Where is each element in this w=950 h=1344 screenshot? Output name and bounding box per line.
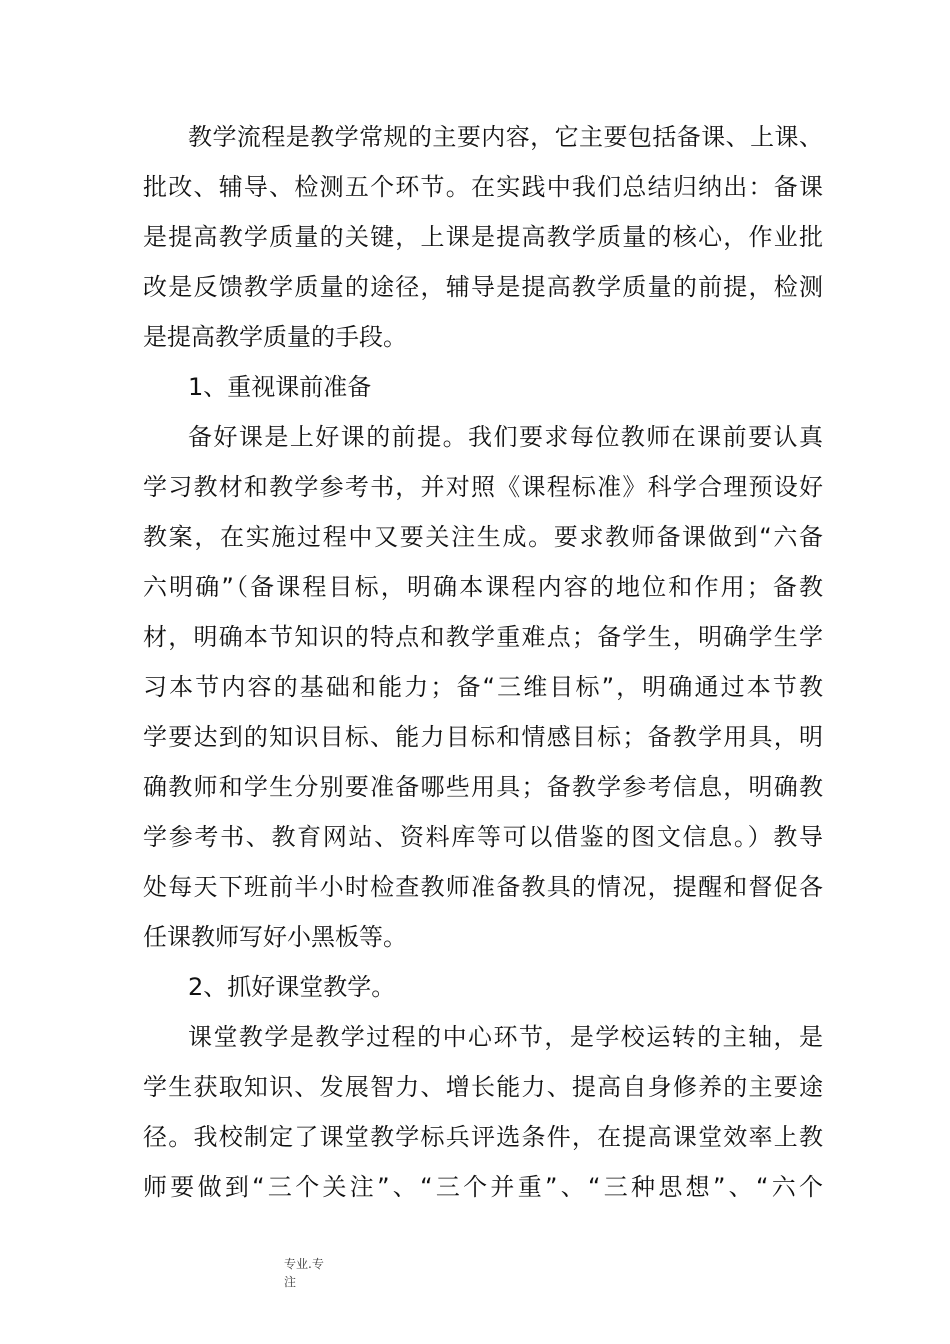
text-line: 备好课是上好课的前提。我们要求每位教师在课前要认真 (188, 423, 823, 451)
text-line: 改是反馈教学质量的途径，辅导是提高教学质量的前提，检测 (143, 273, 823, 301)
document-body (143, 112, 823, 1212)
text-line: 六明确”（备课程目标，明确本课程内容的地位和作用；备教 (143, 573, 823, 601)
text-line: 课堂教学是教学过程的中心环节，是学校运转的主轴，是 (188, 1023, 823, 1051)
text-line: 1、重视课前准备 (188, 373, 372, 401)
text-line: 是提高教学质量的手段。 (143, 323, 407, 351)
text-line: 学要达到的知识目标、能力目标和情感目标；备教学用具，明 (143, 723, 823, 751)
text-line: 确教师和学生分别要准备哪些用具；备教学参考信息，明确教 (143, 773, 823, 801)
text-line: 习本节内容的基础和能力；备“三维目标”，明确通过本节教 (143, 673, 823, 701)
text-line: 处每天下班前半小时检查教师准备教具的情况，提醒和督促各 (143, 873, 823, 901)
footer-line-1: 专业.专 (284, 1257, 324, 1271)
text-line: 学生获取知识、发展智力、增长能力、提高自身修养的主要途 (143, 1073, 823, 1101)
text-line: 材，明确本节知识的特点和教学重难点；备学生，明确学生学 (143, 623, 823, 651)
text-line: 教学流程是教学常规的主要内容，它主要包括备课、上课、 (188, 123, 823, 151)
footer-line-2: 注 (284, 1275, 297, 1289)
text-line: 是提高教学质量的关键，上课是提高教学质量的核心，作业批 (143, 223, 823, 251)
page-footer (284, 1255, 344, 1291)
text-line: 教案，在实施过程中又要关注生成。要求教师备课做到“六备 (143, 523, 823, 551)
text-line: 2、抓好课堂教学。 (188, 973, 396, 1001)
text-line: 师要做到“三个关注”、“三个并重”、“三种思想”、“六个 (143, 1173, 823, 1201)
text-line: 学习教材和教学参考书，并对照《课程标准》科学合理预设好 (143, 473, 823, 501)
text-line: 径。我校制定了课堂教学标兵评选条件，在提高课堂效率上教 (143, 1123, 823, 1151)
text-line: 任课教师写好小黑板等。 (143, 923, 407, 951)
text-line: 学参考书、教育网站、资料库等可以借鉴的图文信息。）教导 (143, 823, 823, 851)
text-line: 批改、辅导、检测五个环节。在实践中我们总结归纳出：备课 (143, 173, 823, 201)
